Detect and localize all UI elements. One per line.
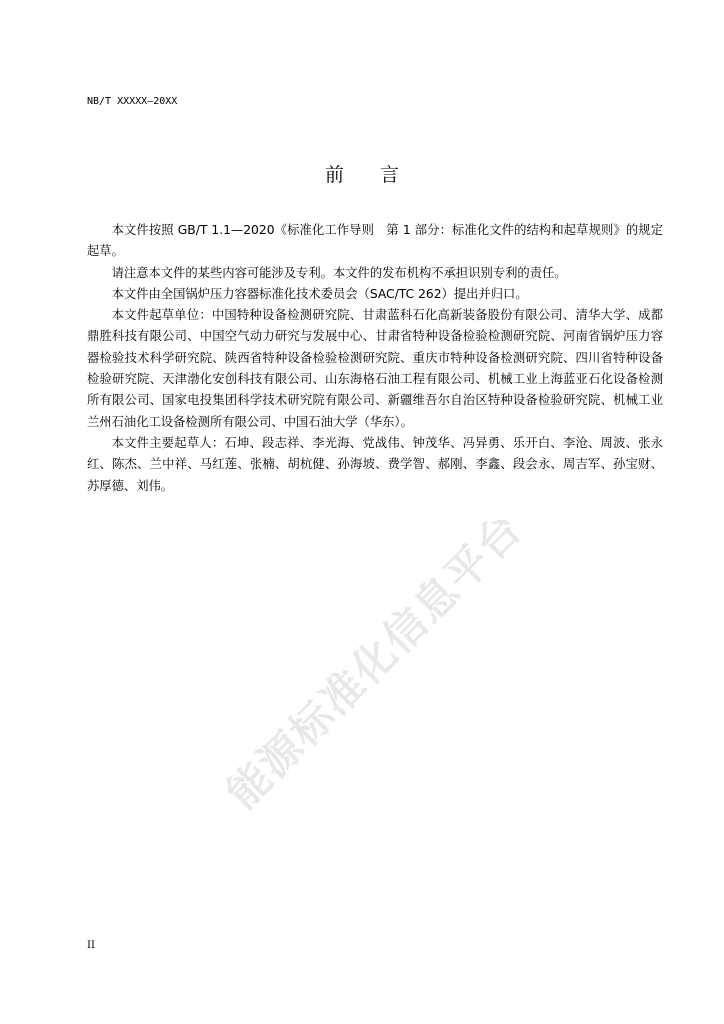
- page-title: [0, 160, 724, 187]
- title-char-1: 前: [324, 164, 344, 186]
- watermark: 能源标准化信息平台: [217, 503, 533, 819]
- paragraph-drafting-units: 本文件起草单位：中国特种设备检测研究院、甘肃蓝科石化高新装备股份有限公司、清华大学、成都鼎胜科技有限公司、中国空气动力研究与发展中心、甘肃省特种设备检验检测研究院、河南省锅炉压力容器检验技术科学研究院、陕西省特种设备检验检测研究院、重庆市特种设备检测研究院、四川省特种设备检验研究院、天津渤化安创科技有限公司、山东海格石油工程有限公司、机械工业上海蓝亚石化设备检测所有限公司、国家电投集团科学技术研究院有限公司、新疆维吾尔自治区特种设备检验研究院、机械工业兰州石油化工设备检测所有限公司、中国石油大学（华东）。: [87, 308, 663, 429]
- paragraph-patent-notice: 请注意本文件的某些内容可能涉及专利。本文件的发布机构不承担识别专利的责任。: [111, 265, 567, 280]
- paragraph-drafters: 本文件主要起草人：石坤、段志祥、李光海、党战伟、钟茂华、冯异勇、乐开白、李沧、周波、张永红、陈杰、兰中祥、马红莲、张楠、胡杭健、孙海坡、费学智、郝刚、李鑫、段会永、周吉军、孙宝财、苏厚德、刘伟。: [87, 435, 663, 493]
- document-code: NB/T XXXXX—20XX: [87, 96, 178, 107]
- page-number: II: [87, 940, 95, 951]
- title-char-2: 言: [380, 164, 400, 186]
- foreword-body: [87, 220, 663, 497]
- paragraph-proposer: 本文件由全国锅炉压力容器标准化技术委员会（SAC/TC 262）提出并归口。: [111, 286, 528, 301]
- paragraph-drafting-rules: 本文件按照 GB/T 1.1—2020《标准化工作导则 第 1 部分：标准化文件的结构和起草规则》的规定起草。: [87, 223, 663, 259]
